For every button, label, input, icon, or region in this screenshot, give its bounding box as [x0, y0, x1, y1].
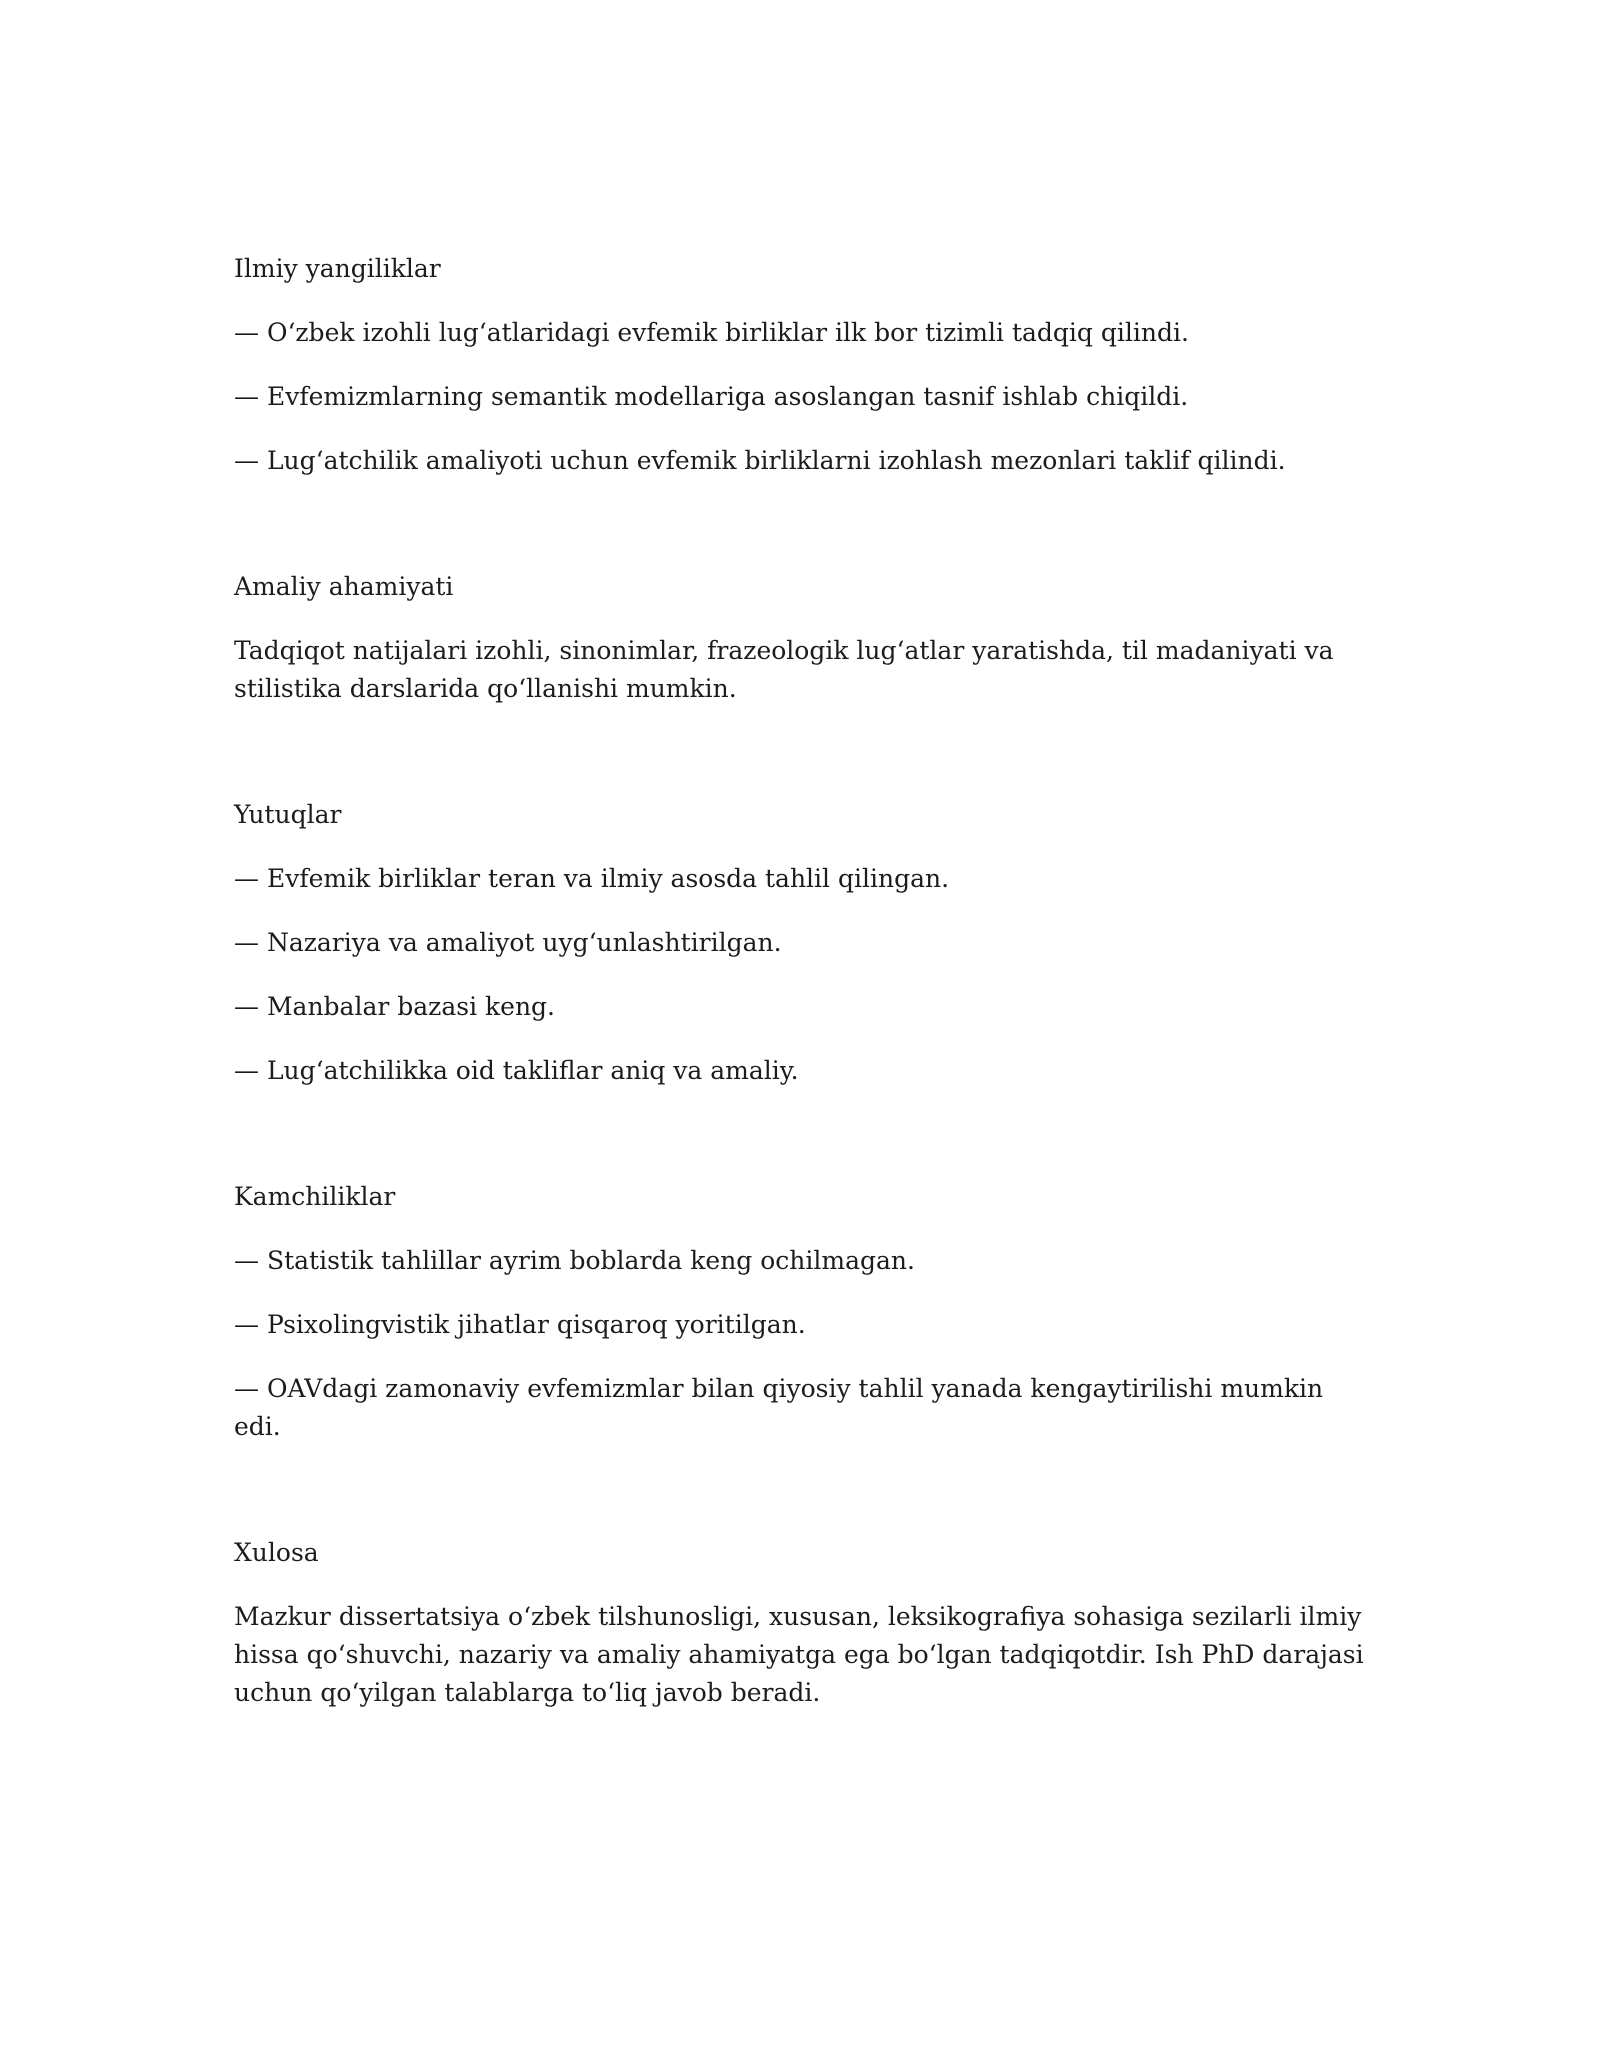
- section-achievements: [234, 796, 1374, 1090]
- list-item: — Lug‘atchilikka oid takliflar aniq va amaliy.: [234, 1056, 799, 1085]
- list-item: — Evfemik birliklar teran va ilmiy asosda tahlil qilingan.: [234, 864, 950, 893]
- section-conclusion: [234, 1534, 1374, 1712]
- section-heading: Amaliy ahamiyati: [234, 572, 454, 601]
- section-heading: Ilmiy yangiliklar: [234, 254, 441, 283]
- list-item: — Evfemizmlarning semantik modellariga asoslangan tasnif ishlab chiqildi.: [234, 382, 1189, 411]
- list-item: — Nazariya va amaliyot uyg‘unlashtirilgan.: [234, 928, 782, 957]
- section-heading: Xulosa: [234, 1538, 319, 1567]
- section-paragraph: Mazkur dissertatsiya o‘zbek tilshunosligi, xususan, leksikografiya sohasiga sezilarli ilmiy hissa qo‘shuvchi, nazariy va amaliy ahamiyatga ega bo‘lgan tadqiqotdir. Ish PhD darajasi uchun qo‘yilgan talablarga to‘liq javob beradi.: [234, 1602, 1364, 1707]
- list-item: — Lug‘atchilik amaliyoti uchun evfemik birliklarni izohlash mezonlari taklif qilindi.: [234, 446, 1286, 475]
- section-heading: Kamchiliklar: [234, 1182, 396, 1211]
- document-page: [234, 250, 1374, 1712]
- section-practical-significance: [234, 568, 1374, 708]
- list-item: — Psixolingvistik jihatlar qisqaroq yoritilgan.: [234, 1310, 806, 1339]
- section-scientific-novelty: [234, 250, 1374, 480]
- list-item: — OAVdagi zamonaviy evfemizmlar bilan qiyosiy tahlil yanada kengaytirilishi mumkin edi.: [234, 1374, 1324, 1441]
- list-item: — O‘zbek izohli lug‘atlaridagi evfemik birliklar ilk bor tizimli tadqiq qilindi.: [234, 318, 1189, 347]
- section-shortcomings: [234, 1178, 1374, 1446]
- section-heading: Yutuqlar: [234, 800, 342, 829]
- list-item: — Manbalar bazasi keng.: [234, 992, 556, 1021]
- list-item: — Statistik tahlillar ayrim boblarda keng ochilmagan.: [234, 1246, 915, 1275]
- section-paragraph: Tadqiqot natijalari izohli, sinonimlar, frazeologik lug‘atlar yaratishda, til madaniyati va stilistika darslarida qo‘llanishi mumkin.: [234, 636, 1334, 703]
